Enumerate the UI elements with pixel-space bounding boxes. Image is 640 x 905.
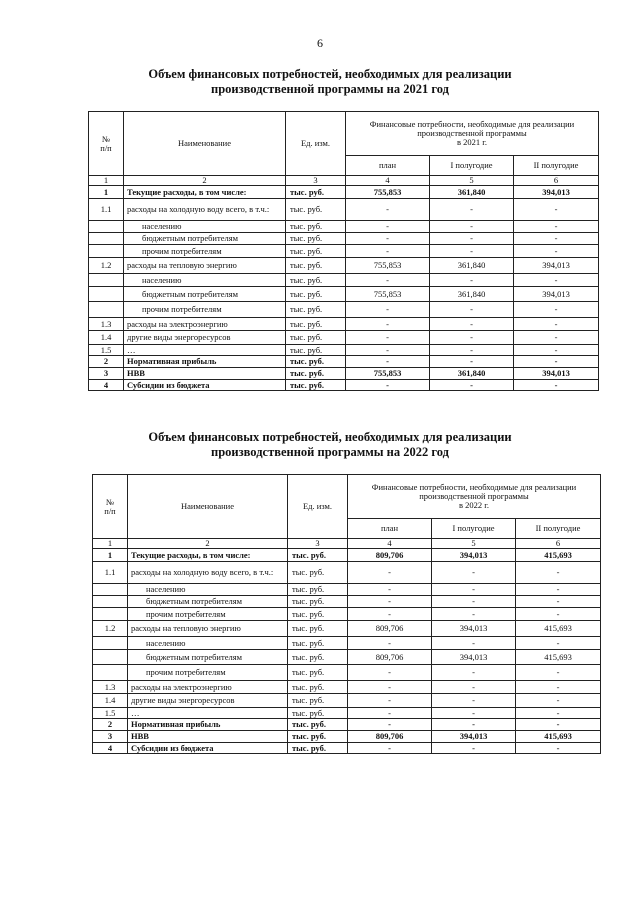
row-half2-value: - [516, 637, 601, 650]
row-unit: тыс. руб. [286, 331, 346, 345]
row-unit: тыс. руб. [288, 665, 348, 681]
row-name: НВВ [124, 368, 286, 380]
row-plan-value: - [348, 596, 432, 608]
row-half2-value: 415,693 [516, 731, 601, 743]
row-plan-value: - [346, 245, 430, 258]
row-half1-value: 361,840 [430, 287, 514, 302]
row-number [89, 245, 124, 258]
row-half1-value: - [432, 637, 516, 650]
row-number: 1.2 [89, 258, 124, 274]
row-plan-value: - [346, 318, 430, 331]
row-number: 4 [89, 380, 124, 391]
row-unit: тыс. руб. [288, 681, 348, 694]
row-name: Нормативная прибыль [128, 719, 288, 731]
header-row [93, 475, 601, 519]
row-number: 1 [89, 186, 124, 199]
row-plan-value: - [346, 302, 430, 318]
row-half1-value: - [432, 665, 516, 681]
row-unit: тыс. руб. [286, 302, 346, 318]
table-row [89, 380, 599, 391]
table-row [93, 608, 601, 621]
table-row [89, 233, 599, 245]
row-plan-value: - [348, 608, 432, 621]
row-name: прочим потребителям [128, 665, 288, 681]
row-number: 1.3 [93, 681, 128, 694]
row-unit: тыс. руб. [286, 186, 346, 199]
row-number: 3 [93, 731, 128, 743]
index-row [93, 539, 601, 549]
row-name: … [128, 708, 288, 719]
row-unit: тыс. руб. [288, 650, 348, 665]
row-half1-value: - [430, 221, 514, 233]
title-line-1: Объем финансовых потребностей, необходимых для реализации [148, 67, 512, 81]
row-half1-value: - [430, 356, 514, 368]
row-name: бюджетным потребителям [124, 233, 286, 245]
header-half-1: I полугодие [432, 519, 516, 539]
row-plan-value: 809,706 [348, 621, 432, 637]
row-half1-value: - [432, 708, 516, 719]
row-unit: тыс. руб. [288, 743, 348, 754]
row-unit: тыс. руб. [288, 719, 348, 731]
index-cell: 6 [516, 539, 601, 549]
row-half2-value: - [516, 562, 601, 584]
row-unit: тыс. руб. [286, 345, 346, 356]
row-unit: тыс. руб. [288, 694, 348, 708]
row-number: 1.4 [89, 331, 124, 345]
row-half2-value: - [514, 345, 599, 356]
row-plan-value: 809,706 [348, 549, 432, 562]
table-body [93, 475, 601, 754]
header-num: № п/п [89, 112, 124, 176]
row-plan-value: 755,853 [346, 287, 430, 302]
row-plan-value: - [348, 665, 432, 681]
header-financial-needs [348, 475, 601, 519]
table-row [93, 719, 601, 731]
fin-header-line-1: Финансовые потребности, необходимые для реализации [371, 482, 577, 492]
row-half2-value: 415,693 [516, 650, 601, 665]
title-line-2: производственной программы на 2022 год [211, 445, 449, 459]
row-half1-value: - [430, 199, 514, 221]
row-plan-value: - [348, 694, 432, 708]
row-half2-value: - [516, 719, 601, 731]
row-unit: тыс. руб. [286, 258, 346, 274]
row-half2-value: 394,013 [514, 186, 599, 199]
header-unit: Ед. изм. [288, 475, 348, 539]
row-half2-value: - [514, 233, 599, 245]
fin-header-line-3: в 2021 г. [457, 137, 487, 147]
row-name: Субсидии из бюджета [128, 743, 288, 754]
row-name: населению [124, 221, 286, 233]
row-name: прочим потребителям [124, 302, 286, 318]
row-half1-value: - [432, 719, 516, 731]
financial-table-2021 [88, 111, 599, 391]
row-name: Текущие расходы, в том числе: [124, 186, 286, 199]
row-half2-value: 415,693 [516, 549, 601, 562]
row-plan-value: - [346, 380, 430, 391]
row-number [93, 665, 128, 681]
index-cell: 6 [514, 176, 599, 186]
row-half1-value: - [432, 584, 516, 596]
row-number: 1.3 [89, 318, 124, 331]
header-name: Наименование [124, 112, 286, 176]
index-cell: 5 [432, 539, 516, 549]
header-plan: план [348, 519, 432, 539]
row-number [89, 221, 124, 233]
row-half2-value: - [514, 356, 599, 368]
title-line-1: Объем финансовых потребностей, необходимых для реализации [148, 430, 512, 444]
row-name: Субсидии из бюджета [124, 380, 286, 391]
row-half1-value: - [432, 694, 516, 708]
row-half2-value: - [516, 665, 601, 681]
row-unit: тыс. руб. [286, 368, 346, 380]
row-half2-value: - [514, 302, 599, 318]
row-number [93, 608, 128, 621]
row-number: 1.5 [93, 708, 128, 719]
row-name: населению [128, 637, 288, 650]
index-cell: 3 [286, 176, 346, 186]
table-row [89, 274, 599, 287]
table-row [89, 186, 599, 199]
table-row [89, 258, 599, 274]
row-name: прочим потребителям [128, 608, 288, 621]
header-half-2: II полугодие [514, 156, 599, 176]
table-row [89, 345, 599, 356]
row-name: Нормативная прибыль [124, 356, 286, 368]
row-half2-value: 394,013 [514, 258, 599, 274]
header-plan: план [346, 156, 430, 176]
row-plan-value: - [346, 221, 430, 233]
row-number [89, 233, 124, 245]
row-half2-value: - [514, 380, 599, 391]
row-plan-value: - [348, 562, 432, 584]
row-half2-value: 394,013 [514, 368, 599, 380]
row-unit: тыс. руб. [288, 608, 348, 621]
row-plan-value: - [348, 681, 432, 694]
row-name: бюджетным потребителям [124, 287, 286, 302]
row-number [89, 302, 124, 318]
row-half2-value: 415,693 [516, 621, 601, 637]
row-name: НВВ [128, 731, 288, 743]
row-number: 2 [93, 719, 128, 731]
row-half2-value: - [516, 743, 601, 754]
index-cell: 5 [430, 176, 514, 186]
row-unit: тыс. руб. [288, 562, 348, 584]
row-number [89, 287, 124, 302]
row-half1-value: - [432, 562, 516, 584]
row-number: 1.5 [89, 345, 124, 356]
row-half1-value: - [430, 318, 514, 331]
row-half1-value: - [432, 681, 516, 694]
row-half2-value: - [516, 596, 601, 608]
row-number: 1.4 [93, 694, 128, 708]
row-plan-value: - [346, 356, 430, 368]
row-half1-value: - [430, 380, 514, 391]
row-name: … [124, 345, 286, 356]
row-name: расходы на электроэнергию [124, 318, 286, 331]
row-name: расходы на тепловую энергию [128, 621, 288, 637]
row-name: расходы на холодную воду всего, в т.ч.: [128, 562, 288, 584]
table-row [93, 562, 601, 584]
row-unit: тыс. руб. [286, 221, 346, 233]
row-half2-value: - [514, 274, 599, 287]
row-half1-value: 394,013 [432, 650, 516, 665]
fin-header-line-3: в 2022 г. [459, 500, 489, 510]
table-row [93, 650, 601, 665]
row-unit: тыс. руб. [286, 356, 346, 368]
fin-header-line-1: Финансовые потребности, необходимые для реализации [369, 119, 575, 129]
row-number: 1 [93, 549, 128, 562]
row-half1-value: - [432, 596, 516, 608]
table-row [93, 621, 601, 637]
row-half1-value: 394,013 [432, 731, 516, 743]
table-row [93, 637, 601, 650]
row-plan-value: - [348, 743, 432, 754]
row-plan-value: 755,853 [346, 186, 430, 199]
section-title-2021 [120, 67, 540, 97]
row-unit: тыс. руб. [288, 731, 348, 743]
header-num: № п/п [93, 475, 128, 539]
table-row [93, 731, 601, 743]
table-row [89, 368, 599, 380]
row-name: другие виды энергоресурсов [128, 694, 288, 708]
row-plan-value: - [346, 345, 430, 356]
row-half2-value: - [516, 708, 601, 719]
row-plan-value: - [348, 719, 432, 731]
row-half1-value: 361,840 [430, 258, 514, 274]
row-unit: тыс. руб. [286, 287, 346, 302]
row-name: Текущие расходы, в том числе: [128, 549, 288, 562]
row-half1-value: - [430, 331, 514, 345]
header-half-1: I полугодие [430, 156, 514, 176]
header-half-2: II полугодие [516, 519, 601, 539]
table-row [89, 199, 599, 221]
row-unit: тыс. руб. [288, 708, 348, 719]
header-name: Наименование [128, 475, 288, 539]
row-plan-value: 755,853 [346, 368, 430, 380]
row-plan-value: - [348, 584, 432, 596]
row-half1-value: - [430, 245, 514, 258]
row-number: 1.1 [93, 562, 128, 584]
row-unit: тыс. руб. [286, 233, 346, 245]
row-number: 3 [89, 368, 124, 380]
row-half2-value: - [516, 681, 601, 694]
row-unit: тыс. руб. [288, 621, 348, 637]
row-plan-value: 809,706 [348, 731, 432, 743]
row-half1-value: 361,840 [430, 368, 514, 380]
row-name: населению [124, 274, 286, 287]
index-cell: 4 [348, 539, 432, 549]
row-half1-value: - [430, 345, 514, 356]
row-half2-value: - [516, 694, 601, 708]
row-plan-value: 809,706 [348, 650, 432, 665]
row-unit: тыс. руб. [288, 596, 348, 608]
row-unit: тыс. руб. [286, 245, 346, 258]
row-plan-value: - [348, 708, 432, 719]
table-row [93, 549, 601, 562]
row-half2-value: - [514, 318, 599, 331]
row-name: расходы на холодную воду всего, в т.ч.: [124, 199, 286, 221]
table-body [89, 112, 599, 391]
fin-header-line-2: производственной программы [419, 491, 529, 501]
row-plan-value: - [348, 637, 432, 650]
header-row [89, 112, 599, 156]
row-name: расходы на электроэнергию [128, 681, 288, 694]
row-unit: тыс. руб. [288, 584, 348, 596]
fin-header-line-2: производственной программы [417, 128, 527, 138]
table-row [93, 708, 601, 719]
row-name: бюджетным потребителям [128, 650, 288, 665]
index-cell: 4 [346, 176, 430, 186]
row-unit: тыс. руб. [286, 274, 346, 287]
table-row [93, 681, 601, 694]
table-row [93, 665, 601, 681]
header-unit: Ед. изм. [286, 112, 346, 176]
row-half1-value: - [432, 608, 516, 621]
table-row [93, 584, 601, 596]
row-half2-value: - [514, 245, 599, 258]
row-half1-value: - [430, 233, 514, 245]
row-half1-value: 394,013 [432, 549, 516, 562]
row-unit: тыс. руб. [286, 199, 346, 221]
row-number [93, 637, 128, 650]
table-row [93, 596, 601, 608]
row-number [93, 650, 128, 665]
row-name: бюджетным потребителям [128, 596, 288, 608]
row-half1-value: - [430, 274, 514, 287]
row-name: другие виды энергоресурсов [124, 331, 286, 345]
index-cell: 3 [288, 539, 348, 549]
table-row [93, 694, 601, 708]
row-half1-value: 361,840 [430, 186, 514, 199]
financial-table-2022 [92, 474, 601, 754]
header-financial-needs [346, 112, 599, 156]
row-number: 1.1 [89, 199, 124, 221]
table-row [89, 331, 599, 345]
row-half1-value: - [432, 743, 516, 754]
row-name: расходы на тепловую энергию [124, 258, 286, 274]
row-half2-value: - [516, 608, 601, 621]
index-cell: 2 [128, 539, 288, 549]
title-line-2: производственной программы на 2021 год [211, 82, 449, 96]
table-row [89, 318, 599, 331]
row-number: 4 [93, 743, 128, 754]
row-number: 1.2 [93, 621, 128, 637]
index-cell: 1 [93, 539, 128, 549]
row-name: населению [128, 584, 288, 596]
table-row [89, 287, 599, 302]
row-unit: тыс. руб. [286, 380, 346, 391]
row-half1-value: 394,013 [432, 621, 516, 637]
row-number [93, 596, 128, 608]
row-number: 2 [89, 356, 124, 368]
index-cell: 1 [89, 176, 124, 186]
row-plan-value: - [346, 233, 430, 245]
table-row [89, 221, 599, 233]
row-number [89, 274, 124, 287]
section-title-2022 [120, 430, 540, 460]
row-half1-value: - [430, 302, 514, 318]
row-plan-value: - [346, 331, 430, 345]
row-plan-value: 755,853 [346, 258, 430, 274]
page-number: 6 [317, 36, 323, 50]
table-row [89, 356, 599, 368]
index-row [89, 176, 599, 186]
row-number [93, 584, 128, 596]
row-unit: тыс. руб. [288, 549, 348, 562]
row-unit: тыс. руб. [288, 637, 348, 650]
row-plan-value: - [346, 199, 430, 221]
row-half2-value: - [514, 331, 599, 345]
row-plan-value: - [346, 274, 430, 287]
table-row [89, 245, 599, 258]
row-name: прочим потребителям [124, 245, 286, 258]
row-half2-value: - [516, 584, 601, 596]
row-half2-value: 394,013 [514, 287, 599, 302]
index-cell: 2 [124, 176, 286, 186]
row-unit: тыс. руб. [286, 318, 346, 331]
row-half2-value: - [514, 221, 599, 233]
table-row [89, 302, 599, 318]
row-half2-value: - [514, 199, 599, 221]
table-row [93, 743, 601, 754]
